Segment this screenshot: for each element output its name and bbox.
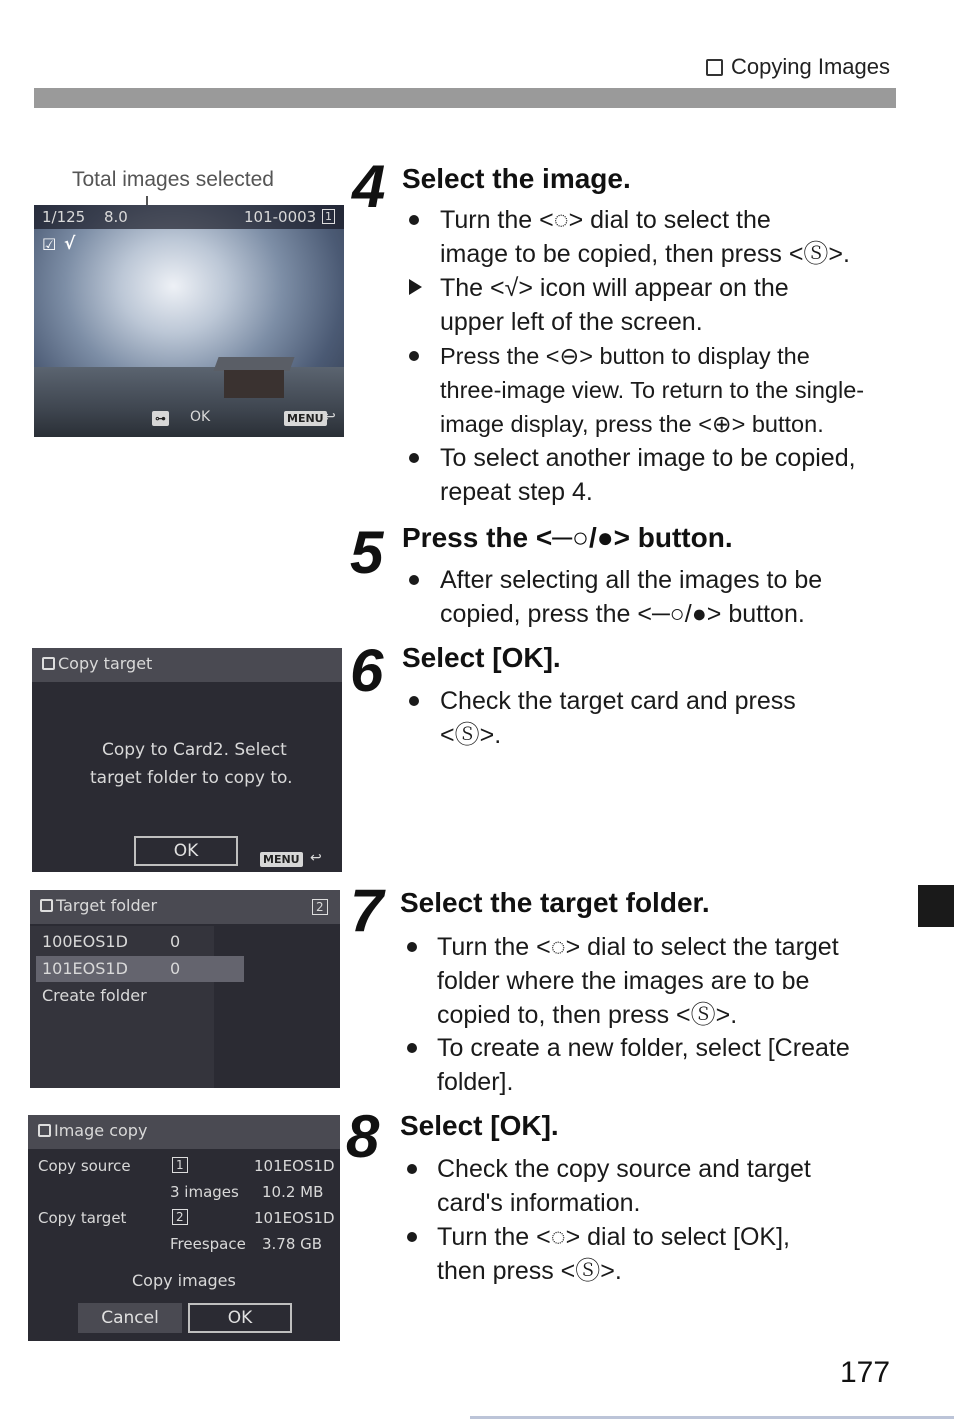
bullet-icon — [409, 215, 419, 225]
copy-icon — [38, 1124, 51, 1137]
copy-images-prompt: Copy images — [132, 1271, 236, 1290]
source-folder: 101EOS1D — [254, 1157, 335, 1175]
header-bar — [34, 88, 896, 108]
step-line: three-image view. To return to the single- — [440, 377, 865, 403]
menu-icon: MENU — [260, 852, 303, 867]
source-image-count: 3 images — [170, 1183, 239, 1201]
bullet-icon — [407, 1232, 417, 1242]
cancel-button[interactable]: Cancel — [78, 1303, 182, 1333]
copy-target-title-text: Copy target — [58, 654, 153, 673]
copy-images-icon — [706, 59, 723, 76]
step-line: folder]. — [437, 1068, 514, 1096]
step-line: Turn the <◌> dial to select the target — [437, 933, 839, 961]
step-title: Select the target folder. — [400, 887, 710, 918]
target-folder-title — [40, 896, 157, 915]
step-line: folder where the images are to be — [437, 967, 810, 995]
copy-target-message-1: Copy to Card2. Select — [102, 740, 287, 760]
folder-item-count: 0 — [170, 932, 181, 951]
target-folder-title-text: Target folder — [56, 896, 158, 915]
bullet-icon — [409, 696, 419, 706]
freespace-value: 3.78 GB — [262, 1235, 323, 1253]
step-line: Press the <⊖> button to display the — [440, 343, 810, 369]
step-line: copied to, then press <Ⓢ>. — [437, 1001, 738, 1029]
step-number: 6 — [350, 637, 384, 704]
checkmark-icon: ☑ — [42, 235, 57, 254]
image-copy-screen — [28, 1115, 340, 1341]
folder-item-name[interactable]: 100EOS1D — [42, 932, 128, 951]
page-number: 177 — [840, 1356, 891, 1389]
bullet-icon — [407, 1164, 417, 1174]
target-folder: 101EOS1D — [254, 1209, 335, 1227]
step-number: 7 — [350, 877, 384, 944]
step-title: Select [OK]. — [402, 642, 561, 673]
menu-icon: MENU — [284, 411, 327, 426]
step-line: Check the target card and press — [440, 687, 796, 715]
bullet-icon — [409, 453, 419, 463]
target-slot-indicator: 2 — [172, 1209, 188, 1225]
return-icon: ↩ — [310, 850, 322, 866]
step-line: To create a new folder, select [Create — [437, 1034, 850, 1062]
bullet-icon — [409, 351, 419, 361]
copy-target-ok-button[interactable]: OK — [134, 836, 238, 866]
bullet-icon — [409, 575, 419, 585]
create-folder-item[interactable]: Create folder — [42, 986, 147, 1005]
step-number: 5 — [350, 519, 384, 586]
aperture-value: 8.0 — [104, 208, 128, 226]
card-slot-indicator: 1 — [322, 209, 335, 224]
step-title: Press the <─○/●> button. — [402, 522, 733, 553]
folder-item-name[interactable]: 101EOS1D — [42, 959, 128, 978]
source-size: 10.2 MB — [262, 1183, 324, 1201]
copy-target-label: Copy target — [38, 1209, 127, 1227]
bottom-rule — [470, 1416, 954, 1419]
step-line: Check the copy source and target — [437, 1155, 811, 1183]
image-copy-ok-button[interactable]: OK — [188, 1303, 292, 1333]
step-line: card's information. — [437, 1189, 641, 1217]
step-line: image to be copied, then press <Ⓢ>. — [440, 240, 850, 268]
protect-voice-icon: ⊶ — [152, 411, 169, 426]
playback-ok-label: OK — [190, 409, 211, 425]
chapter-tab — [918, 885, 954, 927]
step-line: After selecting all the images to be — [440, 566, 823, 594]
copy-target-message-2: target folder to copy to. — [90, 768, 293, 788]
photo-barn-roof — [213, 357, 294, 371]
return-icon: ↩ — [324, 409, 336, 425]
source-slot-indicator: 1 — [172, 1157, 188, 1173]
step-line: Turn the <◌> dial to select the — [440, 206, 771, 234]
result-arrow-icon — [409, 279, 422, 295]
step-title: Select the image. — [402, 163, 631, 194]
step-line: Turn the <◌> dial to select [OK], — [437, 1223, 790, 1251]
step-number: 4 — [352, 153, 386, 220]
header-title-text: Copying Images — [731, 54, 890, 79]
step-line: <Ⓢ>. — [440, 721, 502, 749]
figure-caption: Total images selected — [72, 168, 274, 191]
card-slot-indicator: 2 — [312, 899, 328, 915]
photo-barn — [224, 370, 284, 398]
image-copy-title — [38, 1121, 147, 1140]
copy-target-screen — [32, 648, 342, 872]
folder-item-count: 0 — [170, 959, 181, 978]
copy-icon — [40, 899, 53, 912]
step-line: image display, press the <⊕> button. — [440, 411, 824, 437]
copy-source-label: Copy source — [38, 1157, 131, 1175]
shutter-speed: 1/125 — [42, 208, 86, 226]
page-header-title — [706, 54, 890, 80]
bullet-icon — [407, 1043, 417, 1053]
photo-ground — [34, 367, 344, 437]
copy-icon — [42, 657, 55, 670]
step-line: To select another image to be copied, — [440, 444, 856, 472]
step-line: upper left of the screen. — [440, 308, 703, 336]
freespace-label: Freespace — [170, 1235, 246, 1253]
step-number: 8 — [346, 1103, 380, 1170]
step-line: The <√> icon will appear on the — [440, 274, 789, 302]
file-number: 101-0003 — [244, 208, 317, 226]
image-copy-title-text: Image copy — [54, 1121, 148, 1140]
playback-screen — [34, 205, 344, 437]
step-line: then press <Ⓢ>. — [437, 1257, 622, 1285]
check-icon: √ — [64, 234, 76, 254]
step-line: copied, press the <─○/●> button. — [440, 600, 805, 628]
step-title: Select [OK]. — [400, 1110, 559, 1141]
bullet-icon — [407, 942, 417, 952]
target-folder-screen — [30, 890, 340, 1088]
step-line: repeat step 4. — [440, 478, 593, 506]
copy-target-title — [42, 654, 152, 673]
